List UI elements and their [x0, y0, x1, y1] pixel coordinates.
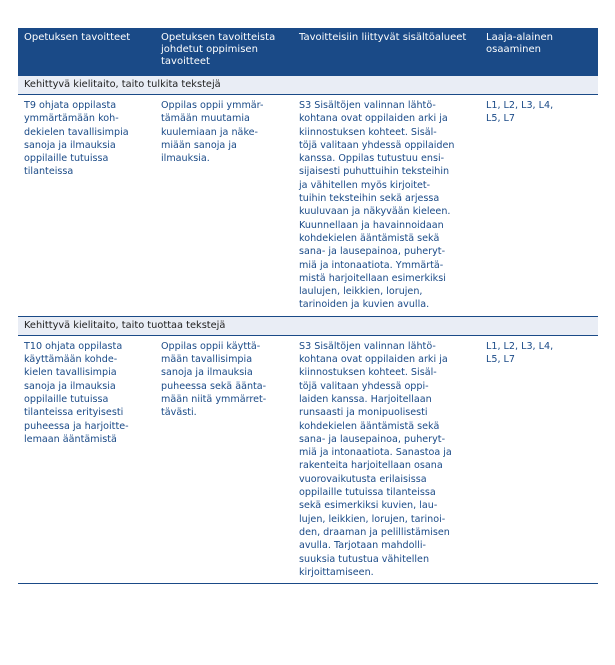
- header-content-areas: Tavoitteisiin liittyvät sisältöalueet: [293, 28, 480, 76]
- content-area-cell: S3 Sisältöjen valinnan lähtö- kohtana ovat oppilaiden arki ja kiinnostuksen kohteet. Sisäl- töjä valitaan yhdessä oppilaiden kanssa. Oppilas tutustuu ensi- sijaisesti puhuttuihin teksteihin ja vähitellen myös kirjoitet- tuihin teksteihin sekä arjessa kuuluvaan ja näkyvään kieleen. Kuunnellaan ja havainnoidaan kohdekielen ääntämistä sekä sana- ja lausepainoa, puheryt- miä ja intonaatiota. Ymmärtä- mistä harjoitellaan esimerkiksi laulujen, leikkien, lorujen, tarinoiden ja kuvien avulla.: [293, 95, 480, 317]
- curriculum-table: [18, 28, 598, 584]
- section-header-row: [18, 76, 598, 95]
- learning-goal-cell: Oppilas oppii käyttä- mään tavallisimpia sanoja ja ilmauksia puheessa sekä äänta- mään niitä ymmärret- tävästi.: [155, 335, 293, 583]
- section-header-row: [18, 316, 598, 335]
- section-title: Kehittyvä kielitaito, taito tuottaa tekstejä: [18, 316, 598, 335]
- learning-goal-cell: Oppilas oppii ymmär- tämään muutamia kuulemiaan ja näke- miään sanoja ja ilmauksia.: [155, 95, 293, 317]
- content-area-cell: S3 Sisältöjen valinnan lähtö- kohtana ovat oppilaiden arki ja kiinnostuksen kohteet. Sisäl- töjä valitaan yhdessä oppi- laiden kanssa. Harjoitellaan runsaasti ja monipuolisesti kohdekielen ääntämistä sekä sana- ja lausepainoa, puheryt- miä ja intonaatiota. Sanastoa ja rakenteita harjoitellaan osana vuorovaikutusta erilaisissa oppilaille tutuissa tilanteissa sekä esimerkiksi kuvien, lau- lujen, leikkien, lorujen, tarinoi- den, draaman ja pelillistämisen avulla. Tarjotaan mahdolli- suuksia tutustua vähitellen kirjoittamiseen.: [293, 335, 480, 583]
- table-row: [18, 95, 598, 317]
- header-learning-goals: Opetuksen tavoitteista johdetut oppimisen tavoitteet: [155, 28, 293, 76]
- header-goals: Opetuksen tavoitteet: [18, 28, 155, 76]
- goal-cell: T9 ohjata oppilasta ymmärtämään koh- dekielen tavallisimpia sanoja ja ilmauksia oppilaille tutuissa tilanteissa: [18, 95, 155, 317]
- goal-cell: T10 ohjata oppilasta käyttämään kohde- kielen tavallisimpia sanoja ja ilmauksia oppilaille tutuissa tilanteissa erityisesti puheessa ja harjoitte- lemaan ääntämistä: [18, 335, 155, 583]
- curriculum-page: [18, 28, 598, 584]
- competence-cell: L1, L2, L3, L4, L5, L7: [480, 95, 598, 317]
- competence-cell: L1, L2, L3, L4, L5, L7: [480, 335, 598, 583]
- section-title: Kehittyvä kielitaito, taito tulkita tekstejä: [18, 76, 598, 95]
- table-row: [18, 335, 598, 583]
- header-transversal-competence: Laaja-alainen osaaminen: [480, 28, 598, 76]
- table-header-row: [18, 28, 598, 76]
